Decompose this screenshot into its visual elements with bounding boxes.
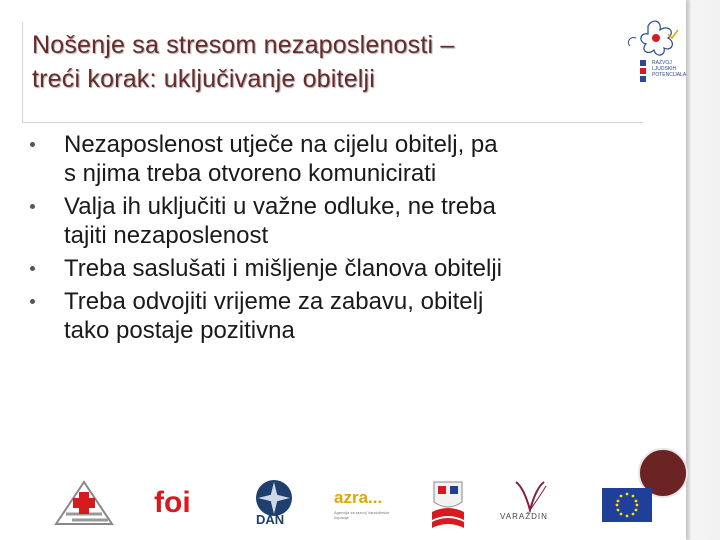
bullet-line: Valja ih uključiti u važne odluke, ne treba [64, 193, 496, 220]
bullet-dot-icon [30, 204, 35, 209]
bullet-line: tako postaje pozitivna [64, 317, 295, 344]
varazdin-logo-text: VARAŽDIN [500, 512, 548, 521]
flower-logo-line-1: RAZVOJ [652, 60, 672, 66]
azra-logo-caption: Agencija za razvoj Varaždinske županije [334, 510, 390, 520]
dan-logo-text: DAN [256, 512, 285, 527]
foi-logo: foi [154, 486, 191, 519]
bullet-item [22, 192, 632, 250]
azra-logo: azra... [334, 488, 383, 507]
eu-flag-icon [602, 488, 652, 522]
bullet-item [22, 130, 632, 188]
red-cross-logo-icon [52, 478, 116, 534]
slide-title-line-2: treći korak: uključivanje obitelji [32, 65, 376, 93]
bullet-item [22, 287, 632, 345]
slide-title-line-1: Nošenje sa stresom nezaposlenosti – [32, 31, 455, 59]
varazdin-logo-icon [510, 478, 550, 514]
slide-title [32, 28, 632, 96]
flower-logo-line-3: POTENCIJALA [652, 72, 687, 78]
bullet-item [22, 254, 632, 283]
bullet-line: s njima treba otvoreno komunicirati [64, 160, 437, 187]
bullet-line: Treba odvojiti vrijeme za zabavu, obitelj [64, 288, 484, 315]
bullet-dot-icon [30, 266, 35, 271]
bullet-line: Treba saslušati i mišljenje članova obitelji [64, 255, 502, 282]
bullet-list [22, 130, 632, 345]
bullet-dot-icon [30, 142, 35, 147]
bullet-line: tajiti nezaposlenost [64, 222, 269, 249]
partner-logo-bar [0, 478, 686, 540]
bullet-line: Nezaposlenost utječe na cijelu obitelj, pa [64, 131, 498, 158]
bullet-dot-icon [30, 299, 35, 304]
flower-logo-line-2: LJUDSKIH [652, 66, 677, 72]
flower-logo-text [652, 60, 686, 78]
county-crest-icon [430, 478, 466, 534]
